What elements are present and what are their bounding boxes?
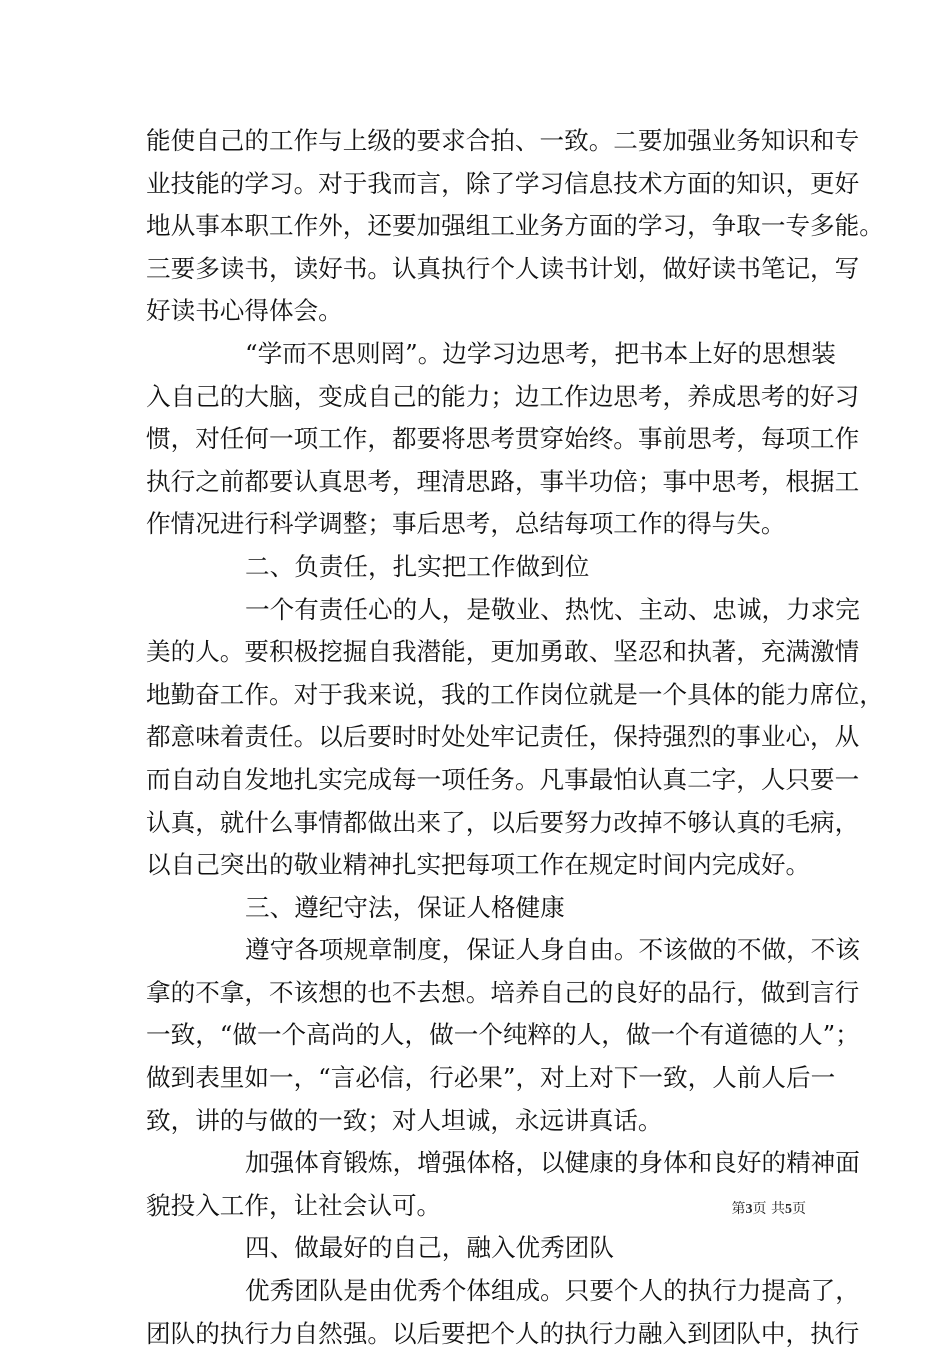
text-line: 业技能的学习。对于我而言，除了学习信息技术方面的知识，更好 bbox=[146, 168, 860, 198]
paragraph-start-line: 加强体育锻炼，增强体格，以健康的身体和良好的精神面 bbox=[245, 1148, 860, 1178]
paragraph-start-line: 一个有责任心的人，是敬业、热忱、主动、忠诚，力求完 bbox=[245, 594, 860, 624]
footer-prefix: 第 bbox=[731, 1201, 746, 1217]
paragraph-start-line: “学而不思则罔”。边学习边思考，把书本上好的思想装 bbox=[245, 338, 836, 368]
current-page-number: 3 bbox=[745, 1202, 753, 1217]
body-text bbox=[146, 120, 884, 1355]
text-line: 都意味着责任。以后要时时处处牢记责任，保持强烈的事业心，从 bbox=[146, 722, 860, 752]
paragraph-start-line: 遵守各项规章制度，保证人身自由。不该做的不做，不该 bbox=[245, 935, 860, 965]
paragraph-start-line: 优秀团队是由优秀个体组成。只要个人的执行力提高了， bbox=[245, 1276, 860, 1306]
text-line: 一致，“做一个高尚的人，做一个纯粹的人，做一个有道德的人”； bbox=[146, 1020, 860, 1050]
text-line: 认真，就什么事情都做出来了，以后要努力改掉不够认真的毛病， bbox=[146, 807, 860, 837]
text-line: 以自己突出的敬业精神扎实把每项工作在规定时间内完成好。 bbox=[146, 850, 811, 880]
section-heading-3: 三、遵纪守法，保证人格健康 bbox=[245, 892, 565, 922]
text-line: 而自动自发地扎实完成每一项任务。凡事最怕认真二字，人只要一 bbox=[146, 764, 860, 794]
text-line: 美的人。要积极挖掘自我潜能，更加勇敢、坚忍和执著，充满激情 bbox=[146, 637, 860, 667]
text-line: 执行之前都要认真思考，理清思路，事半功倍；事中思考，根据工 bbox=[146, 466, 860, 496]
section-heading-2: 二、负责任，扎实把工作做到位 bbox=[245, 551, 590, 581]
footer-middle: 页 共 bbox=[752, 1201, 785, 1217]
text-line: 好读书心得体会。 bbox=[146, 296, 343, 326]
text-line: 拿的不拿，不该想的也不去想。培养自己的良好的品行，做到言行 bbox=[146, 977, 860, 1007]
text-line: 貌投入工作，让社会认可。 bbox=[146, 1190, 442, 1220]
text-line: 作情况进行科学调整；事后思考，总结每项工作的得与失。 bbox=[146, 509, 786, 539]
total-page-number: 5 bbox=[785, 1202, 792, 1217]
text-line: 团队的执行力自然强。以后要把个人的执行力融入到团队中，执行 bbox=[146, 1318, 860, 1348]
text-line: 地勤奋工作。对于我来说，我的工作岗位就是一个具体的能力席位， bbox=[146, 679, 884, 709]
page-footer bbox=[732, 1199, 806, 1220]
text-line: 致，讲的与做的一致；对人坦诚，永远讲真话。 bbox=[146, 1105, 663, 1135]
footer-suffix: 页 bbox=[792, 1201, 806, 1217]
text-line: 三要多读书，读好书。认真执行个人读书计划，做好读书笔记，写 bbox=[146, 253, 860, 283]
text-line: 惯，对任何一项工作，都要将思考贯穿始终。事前思考，每项工作 bbox=[146, 424, 860, 454]
text-line: 入自己的大脑，变成自己的能力；边工作边思考，养成思考的好习 bbox=[146, 381, 860, 411]
text-line: 地从事本职工作外，还要加强组工业务方面的学习，争取一专多能。 bbox=[146, 211, 884, 241]
text-line: 能使自己的工作与上级的要求合拍、一致。二要加强业务知识和专 bbox=[146, 126, 860, 155]
text-line: 做到表里如一，“言必信，行必果”，对上对下一致，人前人后一 bbox=[146, 1063, 836, 1093]
section-heading-4: 四、做最好的自己，融入优秀团队 bbox=[245, 1233, 614, 1263]
